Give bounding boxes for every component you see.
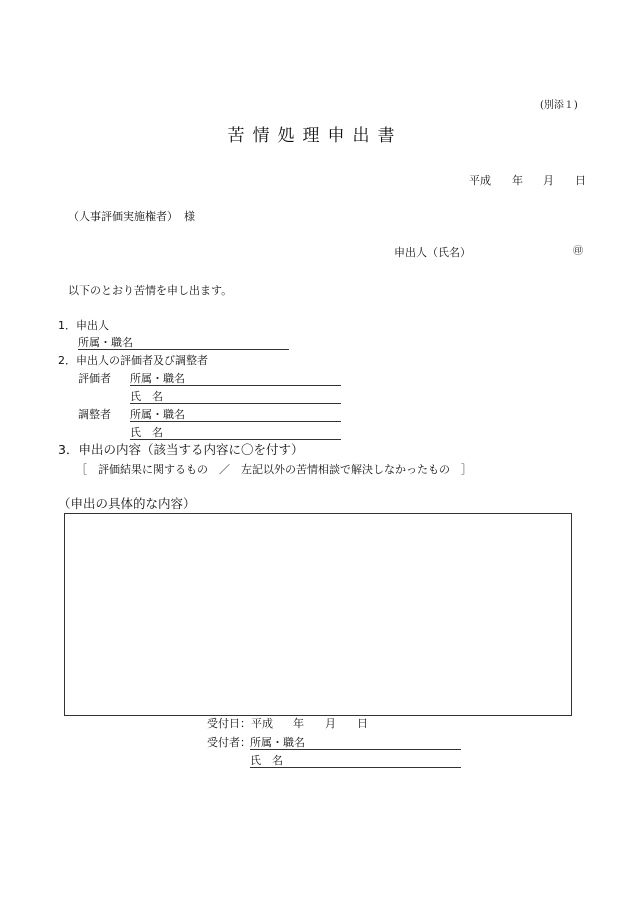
adjuster-affiliation-line[interactable] — [130, 408, 341, 422]
adjuster-affiliation-label: 所属・職名 — [130, 408, 185, 421]
section1-heading: 1．申出人 — [58, 319, 109, 332]
addressee-label: （人事評価実施権者） — [68, 210, 178, 223]
reception-month: 月 — [325, 717, 336, 730]
applicant-name-label: 申出人（氏名） — [394, 246, 471, 259]
receiver-label: 受付者： — [207, 736, 251, 749]
page-title: 苦情処理申出書 — [227, 126, 403, 146]
date-day: 日 — [575, 174, 586, 187]
evaluator-role: 評価者 — [78, 372, 111, 385]
section3-options[interactable]: ［ 評価結果に関するもの ／ 左記以外の苦情相談で解決しなかったもの ］ — [76, 463, 472, 476]
adjuster-name-line[interactable] — [130, 426, 341, 440]
evaluator-affiliation-label: 所属・職名 — [130, 372, 185, 385]
receiver-affiliation-label: 所属・職名 — [250, 736, 305, 749]
reception-day: 日 — [357, 717, 368, 730]
date-month: 月 — [543, 174, 554, 187]
section1-affiliation-label: 所属・職名 — [78, 336, 133, 349]
details-label: （申出の具体的な内容） — [58, 496, 196, 511]
receiver-name-label: 氏 名 — [250, 754, 283, 767]
section1-affiliation-line[interactable] — [78, 336, 289, 350]
date-year: 年 — [512, 174, 523, 187]
evaluator-affiliation-line[interactable] — [130, 372, 341, 386]
seal-mark: ㊞ — [573, 246, 583, 257]
intro-text: 以下のとおり苦情を申し出ます。 — [68, 284, 233, 297]
evaluator-name-line[interactable] — [130, 390, 341, 404]
details-textbox[interactable] — [64, 513, 572, 716]
reception-date-label: 受付日：平成 — [207, 717, 273, 730]
attachment-label: (別添１) — [540, 100, 578, 111]
adjuster-name-label: 氏 名 — [130, 426, 163, 439]
section2-heading: 2．申出人の評価者及び調整者 — [58, 354, 208, 367]
receiver-affiliation-line[interactable] — [250, 736, 461, 750]
receiver-name-line[interactable] — [250, 754, 461, 768]
evaluator-name-label: 氏 名 — [130, 390, 163, 403]
section3-heading: 3．申出の内容（該当する内容に〇を付す） — [58, 442, 304, 457]
addressee-honorific: 様 — [184, 210, 195, 223]
adjuster-role: 調整者 — [78, 408, 111, 421]
date-era: 平成 — [469, 174, 491, 187]
reception-year: 年 — [293, 717, 304, 730]
